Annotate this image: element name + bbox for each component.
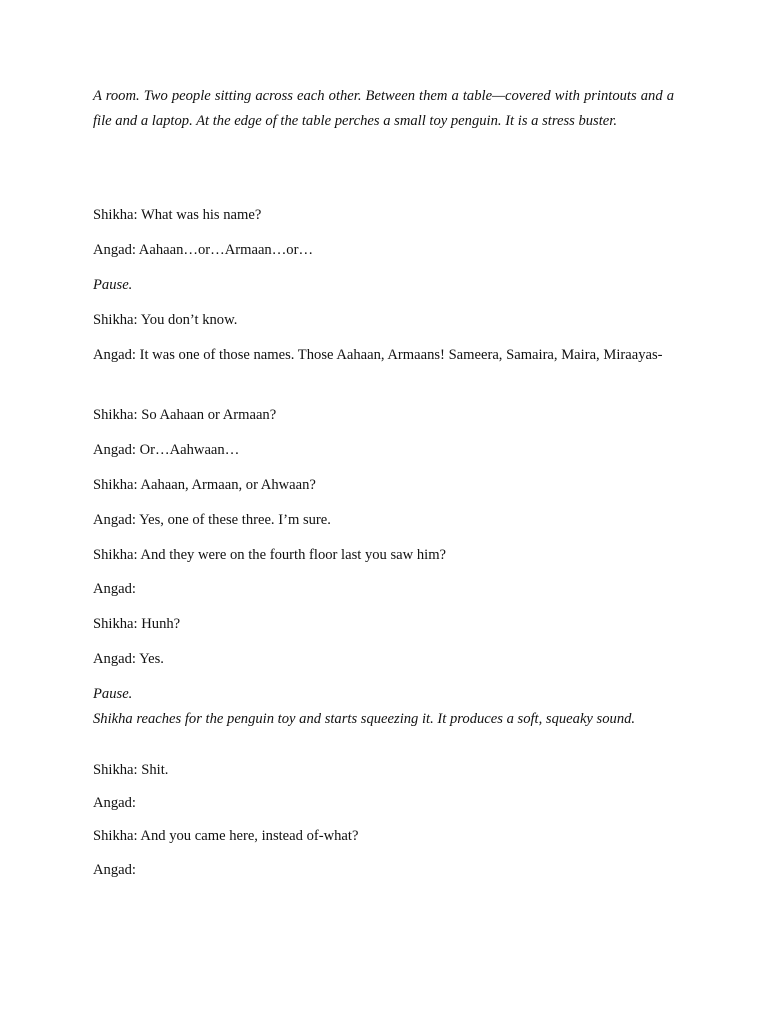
dialogue-line: Angad: xyxy=(93,795,136,811)
dialogue-line: Shikha: And you came here, instead of-what? xyxy=(93,828,359,844)
dialogue-line: Angad: Yes, one of these three. I’m sure. xyxy=(93,512,331,528)
dialogue-line: Shikha: You don’t know. xyxy=(93,312,238,328)
dialogue-line: Shikha: Hunh? xyxy=(93,616,181,632)
dialogue-line: Shikha: Aahaan, Armaan, or Ahwaan? xyxy=(93,477,316,493)
dialogue-line: Shikha: So Aahaan or Armaan? xyxy=(93,407,277,423)
dialogue-line: Angad: xyxy=(93,581,136,597)
dialogue-line: Shikha: And they were on the fourth floor last you saw him? xyxy=(93,547,447,563)
dialogue-line: Angad: xyxy=(93,862,136,878)
stage-direction-opening: A room. Two people sitting across each other. Between them a table—covered with printouts and a file and a laptop. At the edge of the table perches a small toy penguin. It is a stress buster. xyxy=(93,88,674,129)
dialogue-line: Shikha: Shit. xyxy=(93,762,169,778)
dialogue-line: Angad: Aahaan…or…Armaan…or… xyxy=(93,242,314,258)
stage-direction: Pause. xyxy=(93,277,133,293)
dialogue-line: Angad: It was one of those names. Those Aahaan, Armaans! Sameera, Samaira, Maira, Miraayas- xyxy=(93,347,663,363)
dialogue-line: Angad: Or…Aahwaan… xyxy=(93,442,240,458)
stage-direction: Shikha reaches for the penguin toy and starts squeezing it. It produces a soft, squeaky sound. xyxy=(93,711,636,727)
dialogue-line: Angad: Yes. xyxy=(93,651,164,667)
stage-direction: Pause. xyxy=(93,686,133,702)
dialogue-line: Shikha: What was his name? xyxy=(93,207,262,223)
